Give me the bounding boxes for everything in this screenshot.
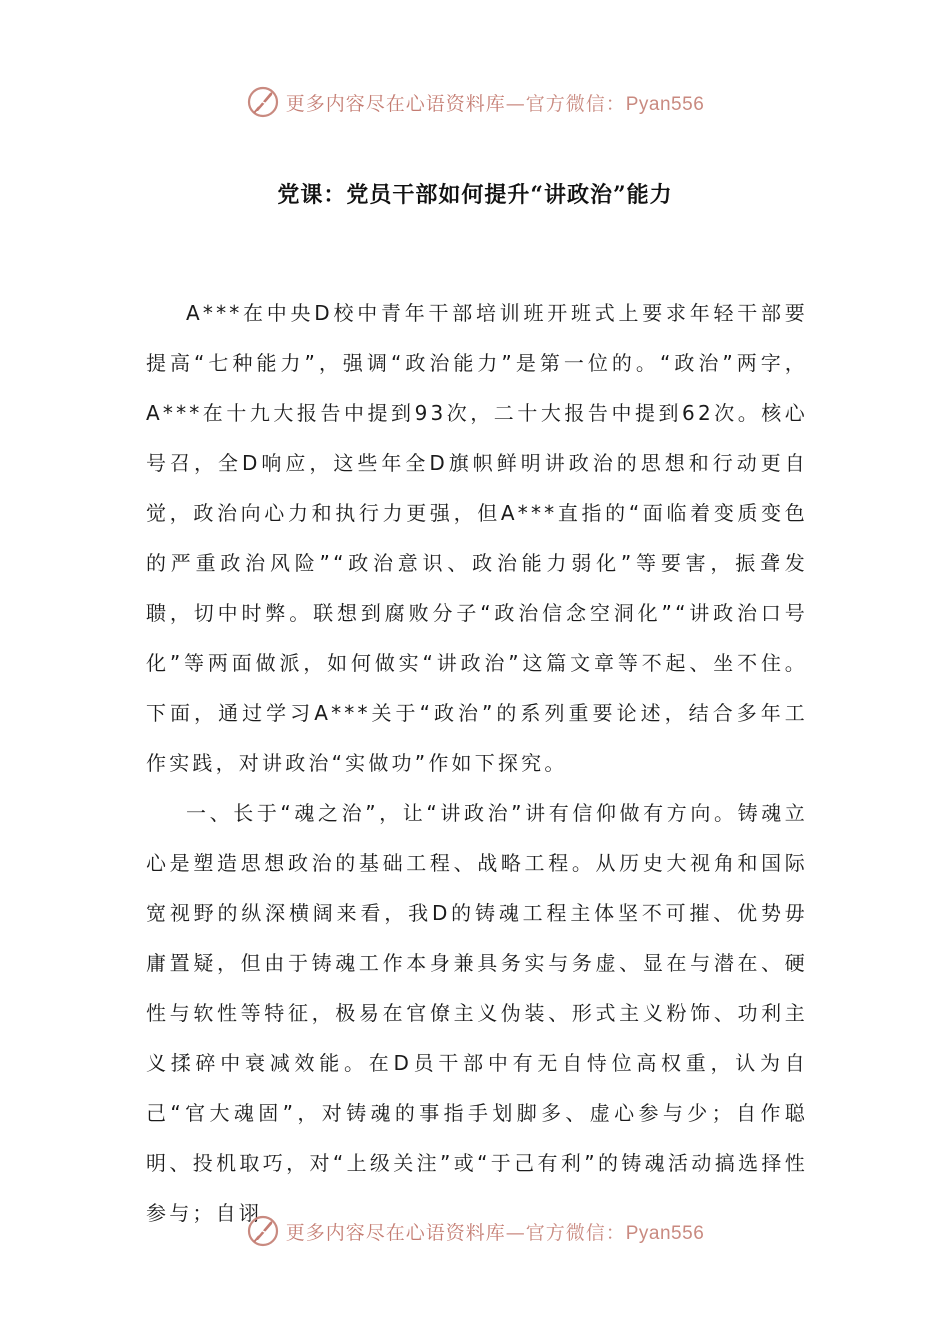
paragraph-intro: A***在中央D校中青年干部培训班开班式上要求年轻干部要提高“七种能力”，强调“政治能力”是第一位的。“政治”两字，A***在十九大报告中提到93次，二十大报告中提到62次。核心号召，全D响应，这些年全D旗帜鲜明讲政治的思想和行动更自觉，政治向心力和执行力更强，但A***直指的“面临着变质变色的严重政治风险”“政治意识、政治能力弱化”等要害，振聋发聩，切中时弊。联想到腐败分子“政治信念空洞化”“讲政治口号化”等两面做派，如何做实“讲政治”这篇文章等不起、坐不住。下面，通过学习A***关于“政治”的系列重要论述，结合多年工作实践，对讲政治“实做功”作如下探究。 bbox=[146, 301, 808, 775]
watermark-wechat-id: Pyan556 bbox=[625, 1222, 705, 1244]
paragraph-section-one: 一、长于“魂之治”，让“讲政治”讲有信仰做有方向。铸魂立心是塑造思想政治的基础工程、战略工程。从历史大视角和国际宽视野的纵深横阔来看，我D的铸魂工程主体坚不可摧、优势毋庸置疑，但由于铸魂工作本身兼具务实与务虚、显在与潜在、硬性与软性等特征，极易在官僚主义伪装、形式主义粉饰、功利主义揉碎中衰减效能。在D员干部中有无自恃位高权重，认为自己“官大魂固”，对铸魂的事指手划脚多、虚心参与少；自作聪明、投机取巧，对“上级关注”或“于己有利”的铸魂活动搞选择性参与；自诩 bbox=[146, 801, 808, 1225]
footer-watermark bbox=[0, 1211, 950, 1251]
watermark-text bbox=[286, 1218, 705, 1245]
watermark-wechat-label: 官方微信： bbox=[525, 92, 626, 115]
watermark-brand: 更多内容尽在心语资料库 bbox=[285, 92, 506, 115]
feather-pen-circle-icon bbox=[246, 85, 280, 119]
watermark-wechat-label: 官方微信： bbox=[525, 1221, 626, 1244]
watermark-dash: — bbox=[505, 1221, 526, 1244]
watermark-brand: 更多内容尽在心语资料库 bbox=[285, 1221, 506, 1244]
feather-pen-circle-icon bbox=[246, 1214, 280, 1248]
watermark-text bbox=[286, 89, 705, 116]
header-watermark bbox=[0, 82, 950, 122]
watermark-wechat-id: Pyan556 bbox=[625, 93, 705, 115]
document-body bbox=[146, 288, 808, 1238]
document-title: 党课：党员干部如何提升“讲政治”能力 bbox=[277, 182, 673, 208]
watermark-dash: — bbox=[505, 92, 526, 115]
